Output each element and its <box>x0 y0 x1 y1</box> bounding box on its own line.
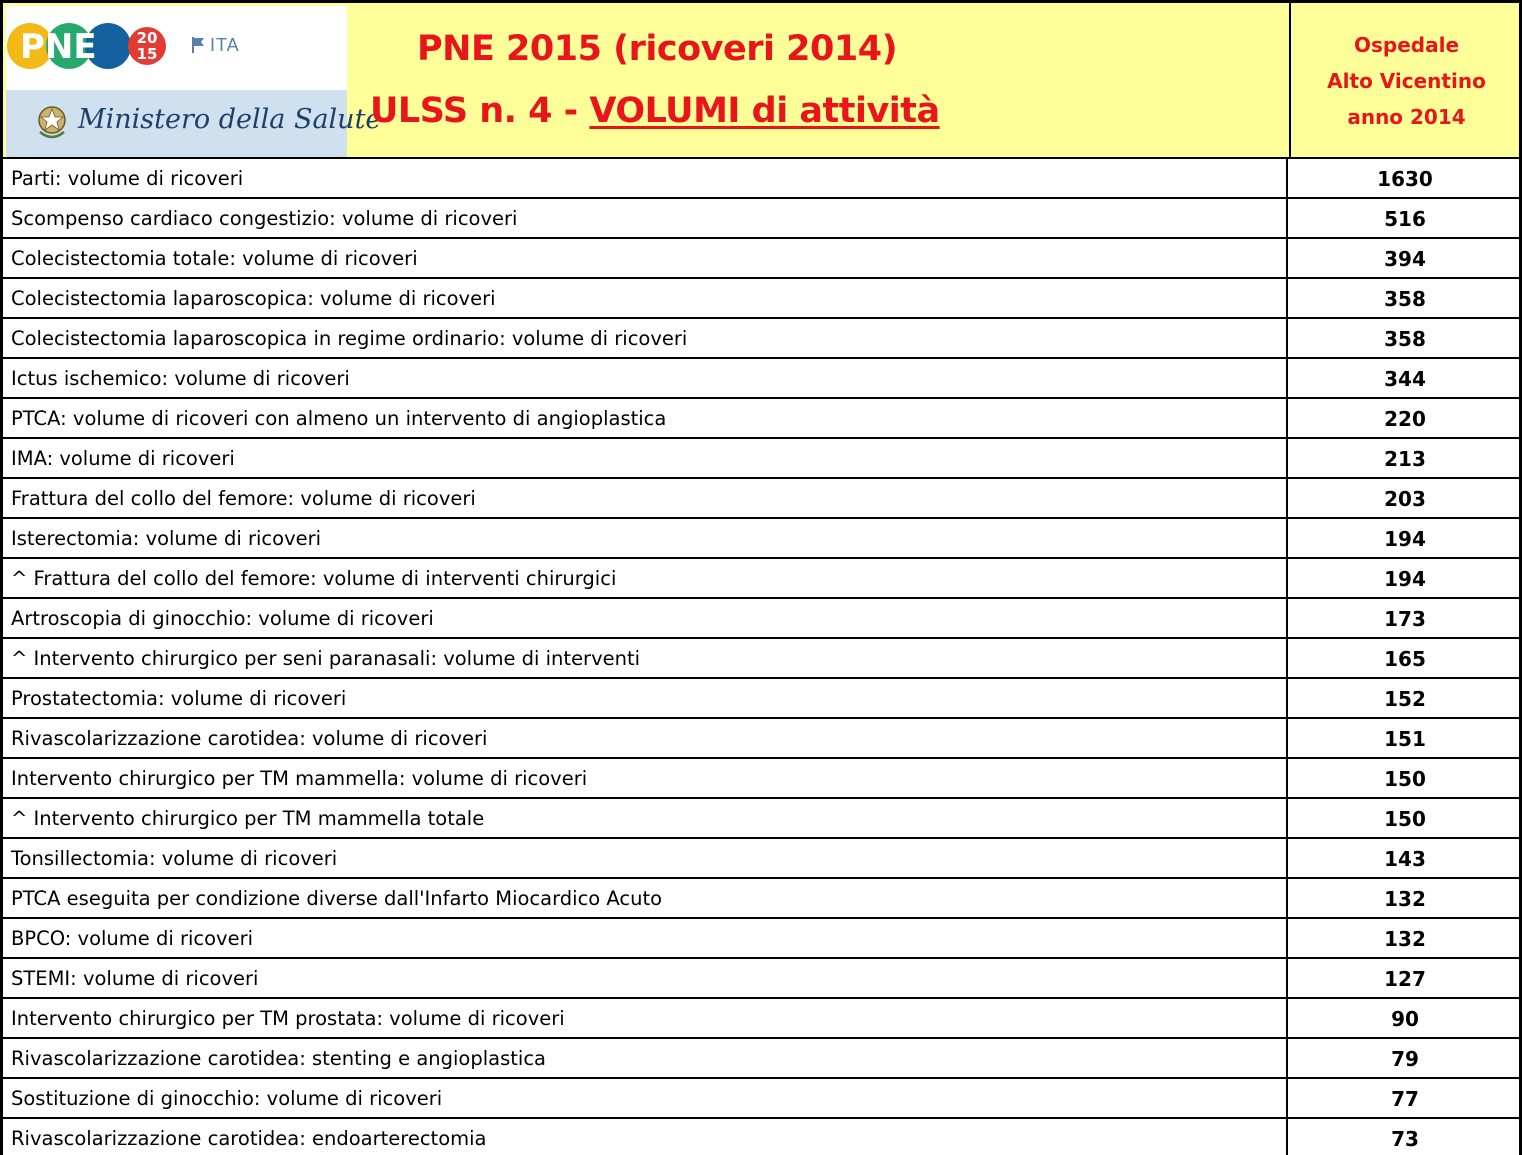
table-row <box>0 959 1522 999</box>
logo-pne-text: PNE <box>20 27 97 67</box>
header-banner <box>0 0 1522 159</box>
row-value[interactable]: 150 <box>1286 799 1522 837</box>
row-label[interactable]: Rivascolarizzazione carotidea: stenting e angioplastica <box>11 1047 547 1070</box>
row-label[interactable]: Rivascolarizzazione carotidea: volume di ricoveri <box>11 727 488 750</box>
column-header-line-1: Ospedale <box>1353 33 1460 57</box>
row-value[interactable]: 150 <box>1286 759 1522 797</box>
table-row <box>0 1119 1522 1155</box>
table-row <box>0 239 1522 279</box>
row-label[interactable]: Frattura del collo del femore: volume di ricoveri <box>11 487 476 510</box>
row-value[interactable]: 73 <box>1286 1119 1522 1155</box>
row-label[interactable]: Colecistectomia laparoscopica in regime ordinario: volume di ricoveri <box>11 327 688 350</box>
table-row <box>0 1039 1522 1079</box>
row-value[interactable]: 203 <box>1286 479 1522 517</box>
row-value[interactable]: 220 <box>1286 399 1522 437</box>
table-row <box>0 719 1522 759</box>
table-row <box>0 839 1522 879</box>
row-label[interactable]: Colecistectomia laparoscopica: volume di ricoveri <box>11 287 496 310</box>
row-label[interactable]: Prostatectomia: volume di ricoveri <box>11 687 347 710</box>
flag-icon <box>191 36 205 54</box>
row-label[interactable]: Intervento chirurgico per TM prostata: volume di ricoveri <box>11 1007 565 1030</box>
column-header-line-2: Alto Vicentino <box>1327 69 1486 93</box>
pne-logo-box <box>6 6 382 157</box>
row-value[interactable]: 90 <box>1286 999 1522 1037</box>
row-value[interactable]: 358 <box>1286 279 1522 317</box>
row-value[interactable]: 1630 <box>1286 159 1522 197</box>
table-row <box>0 1079 1522 1119</box>
column-header-line-3: anno 2014 <box>1347 105 1466 129</box>
row-value[interactable]: 194 <box>1286 559 1522 597</box>
subtitle-underlined: VOLUMI di attività <box>589 91 940 131</box>
row-label[interactable]: Intervento chirurgico per TM mammella: volume di ricoveri <box>11 767 588 790</box>
row-label[interactable]: Artroscopia di ginocchio: volume di ricoveri <box>11 607 434 630</box>
ministry-name: Ministero della Salute <box>78 104 382 135</box>
row-label[interactable]: ^ Intervento chirurgico per TM mammella totale <box>11 807 485 830</box>
column-header-hospital <box>1289 3 1522 159</box>
row-label[interactable]: Sostituzione di ginocchio: volume di ricoveri <box>11 1087 443 1110</box>
row-value[interactable]: 213 <box>1286 439 1522 477</box>
row-value[interactable]: 143 <box>1286 839 1522 877</box>
row-label[interactable]: IMA: volume di ricoveri <box>11 447 235 470</box>
italian-emblem-icon <box>34 102 70 144</box>
row-value[interactable]: 165 <box>1286 639 1522 677</box>
row-label[interactable]: Isterectomia: volume di ricoveri <box>11 527 322 550</box>
table-row <box>0 559 1522 599</box>
row-label[interactable]: Scompenso cardiaco congestizio: volume di ricoveri <box>11 207 518 230</box>
row-value[interactable]: 132 <box>1286 919 1522 957</box>
data-table <box>0 159 1522 1155</box>
row-label[interactable]: Rivascolarizzazione carotidea: endoarterectomia <box>11 1127 487 1150</box>
table-row <box>0 599 1522 639</box>
page-subtitle <box>370 91 940 131</box>
row-label[interactable]: Tonsillectomia: volume di ricoveri <box>11 847 338 870</box>
table-row <box>0 359 1522 399</box>
subtitle-prefix: ULSS n. 4 - <box>370 91 590 131</box>
table-row <box>0 479 1522 519</box>
row-value[interactable]: 194 <box>1286 519 1522 557</box>
row-value[interactable]: 151 <box>1286 719 1522 757</box>
row-label[interactable]: Ictus ischemico: volume di ricoveri <box>11 367 350 390</box>
table-row <box>0 399 1522 439</box>
row-value[interactable]: 127 <box>1286 959 1522 997</box>
table-row <box>0 319 1522 359</box>
table-row <box>0 799 1522 839</box>
row-label[interactable]: BPCO: volume di ricoveri <box>11 927 254 950</box>
row-value[interactable]: 516 <box>1286 199 1522 237</box>
table-row <box>0 439 1522 479</box>
language-ita-link[interactable]: ITA <box>210 35 240 55</box>
table-row <box>0 999 1522 1039</box>
row-label[interactable]: ^ Frattura del collo del femore: volume di interventi chirurgici <box>11 567 617 590</box>
table-row <box>0 639 1522 679</box>
row-value[interactable]: 132 <box>1286 879 1522 917</box>
table-row <box>0 159 1522 199</box>
table-row <box>0 919 1522 959</box>
row-value[interactable]: 152 <box>1286 679 1522 717</box>
page-title: PNE 2015 (ricoveri 2014) <box>417 29 898 69</box>
row-value[interactable]: 394 <box>1286 239 1522 277</box>
table-row <box>0 879 1522 919</box>
row-label[interactable]: ^ Intervento chirurgico per seni paranasali: volume di interventi <box>11 647 641 670</box>
row-value[interactable]: 173 <box>1286 599 1522 637</box>
row-value[interactable]: 77 <box>1286 1079 1522 1117</box>
title-block <box>347 21 1283 151</box>
row-label[interactable]: Parti: volume di ricoveri <box>11 167 244 190</box>
table-row <box>0 759 1522 799</box>
row-label[interactable]: PTCA eseguita per condizione diverse dall'Infarto Miocardico Acuto <box>11 887 663 910</box>
row-value[interactable]: 358 <box>1286 319 1522 357</box>
row-label[interactable]: PTCA: volume di ricoveri con almeno un intervento di angioplastica <box>11 407 667 430</box>
logo-year-bottom: 15 <box>136 45 158 63</box>
row-value[interactable]: 79 <box>1286 1039 1522 1077</box>
row-value[interactable]: 344 <box>1286 359 1522 397</box>
row-label[interactable]: Colecistectomia totale: volume di ricoveri <box>11 247 418 270</box>
logo-year-top: 20 <box>136 29 158 47</box>
table-row <box>0 199 1522 239</box>
table-row <box>0 519 1522 559</box>
ministero-band <box>6 90 382 157</box>
row-label[interactable]: STEMI: volume di ricoveri <box>11 967 259 990</box>
pne-logo-icon <box>6 14 166 78</box>
table-row <box>0 279 1522 319</box>
table-row <box>0 679 1522 719</box>
